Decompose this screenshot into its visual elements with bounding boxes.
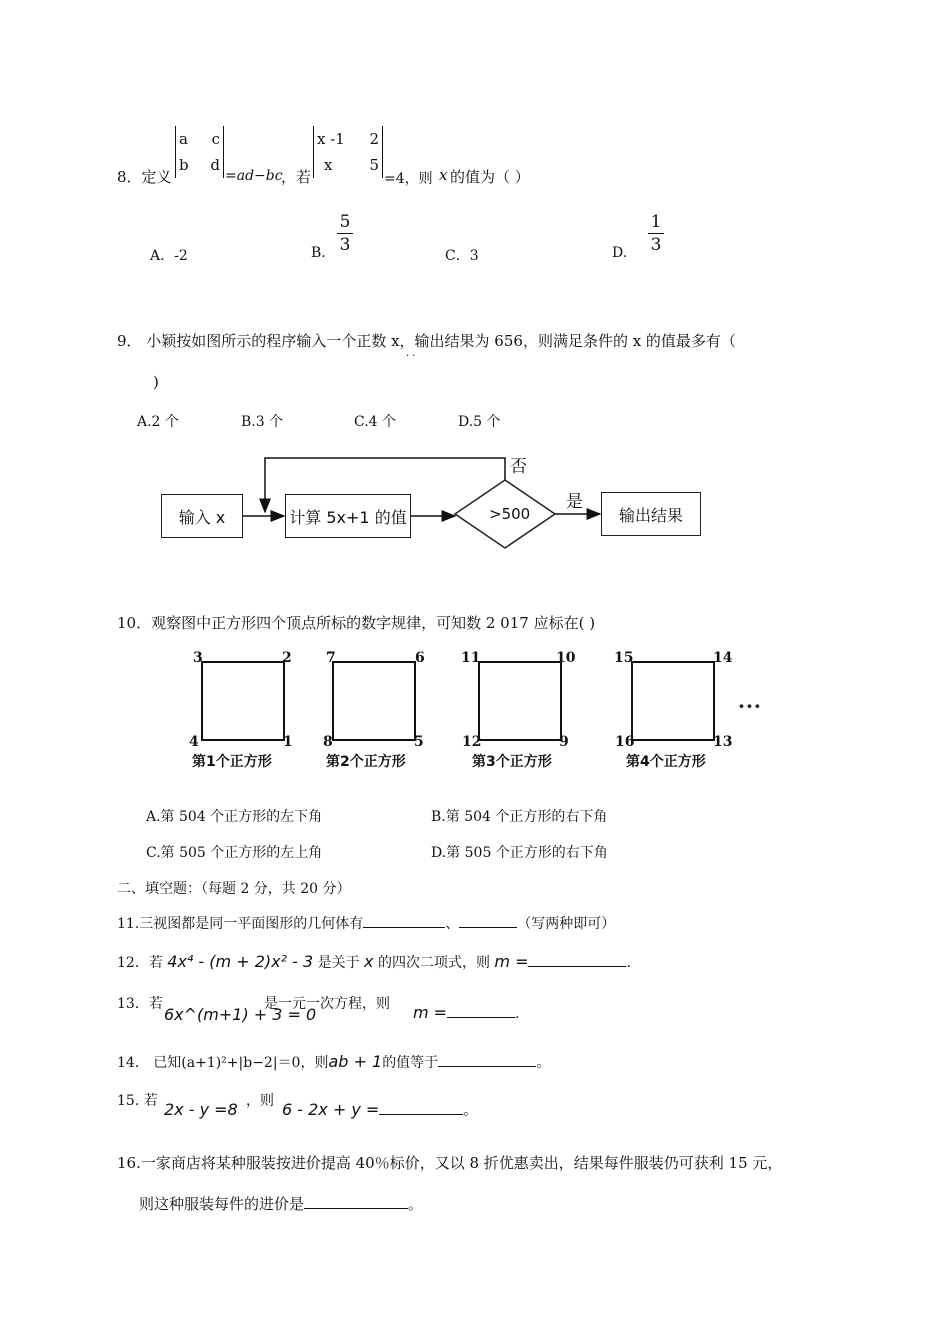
q9-option-a: A.2 个 <box>137 414 179 430</box>
square-3-bottom-left: 12 <box>462 734 482 750</box>
det-d: d <box>210 156 220 174</box>
square-3-bottom-right: 9 <box>559 734 569 750</box>
square-2-bottom-left: 8 <box>323 734 333 750</box>
square-4-top-right: 14 <box>713 650 733 666</box>
q11-blank-2[interactable] <box>459 927 517 928</box>
fraction-numerator: 1 <box>650 212 662 232</box>
square-2-top-right: 6 <box>415 650 425 666</box>
q12-mid: 是关于 <box>317 955 360 971</box>
flow-compute-box: 计算 5x+1 的值 <box>285 494 411 538</box>
q8-var: x <box>439 166 448 184</box>
q12 <box>117 952 631 972</box>
q13-prefix: 13．若 <box>117 996 163 1012</box>
q15-expression-2: 6 - 2x + y = <box>282 1100 380 1119</box>
q12-expression: 4x⁴ - (m + 2)x² - 3 <box>167 952 314 971</box>
q13-end: . <box>515 1006 520 1022</box>
q16-end: 。 <box>408 1195 424 1213</box>
det-b: b <box>179 156 189 174</box>
q10-option-d: D.第 505 个正方形的右下角 <box>431 845 608 861</box>
q8-option-b-label: B. <box>311 245 326 261</box>
det-a: a <box>179 130 188 148</box>
square-2-top-left: 7 <box>326 650 336 666</box>
q9-option-d: D.5 个 <box>458 414 501 430</box>
q14-end: 。 <box>536 1055 551 1071</box>
q15-prefix: 15. 若 <box>117 1093 158 1109</box>
q10-stem: 10．观察图中正方形四个顶点所标的数字规律，可知数 2 017 应标在( ) <box>117 614 596 632</box>
q8-definition: =ad−bc <box>225 168 283 184</box>
det-2: 2 <box>369 130 379 148</box>
det-x: x <box>324 156 333 174</box>
fraction-denominator: 3 <box>650 235 662 255</box>
q11 <box>117 913 615 933</box>
q9-stem-line2: ) <box>153 373 159 391</box>
q15-expression-1: 2x - y =8 <box>164 1100 238 1119</box>
flow-yes-label: 是 <box>566 492 583 512</box>
flow-no-label: 否 <box>510 457 527 477</box>
q8-option-d-fraction <box>648 212 664 255</box>
q12-prefix: 12．若 <box>117 955 163 971</box>
square-2 <box>332 661 416 741</box>
q15-end: 。 <box>463 1103 478 1119</box>
q12-blank[interactable] <box>528 966 626 967</box>
square-4-bottom-left: 16 <box>615 734 635 750</box>
q8-option-b-fraction <box>337 212 353 255</box>
square-3-top-right: 10 <box>556 650 576 666</box>
ellipsis: ··· <box>738 694 762 718</box>
q9-option-b: B.3 个 <box>241 414 284 430</box>
fraction-numerator: 5 <box>339 212 351 232</box>
q8-option-a: A．-2 <box>150 248 188 264</box>
q8-determinant-given <box>313 126 383 178</box>
square-1-bottom-right: 1 <box>283 734 293 750</box>
q14-suffix: 的值等于 <box>382 1055 439 1071</box>
q11-prefix: 11.三视图都是同一平面图形的几何体有 <box>117 916 364 932</box>
square-3 <box>478 661 562 741</box>
q13-ask: m = <box>413 1003 448 1022</box>
det-x-minus-1: x -1 <box>317 130 345 148</box>
flow-input-box: 输入 x <box>161 494 243 538</box>
q8-determinant-def <box>175 126 224 178</box>
q12-var: x <box>364 952 374 971</box>
square-1-top-right: 2 <box>282 650 292 666</box>
square-3-top-left: 11 <box>461 650 481 666</box>
q13-expression: 6x^(m+1) + 3 = 0 <box>164 1005 317 1024</box>
square-2-caption: 第2个正方形 <box>326 754 406 770</box>
emphasis-dots: · · <box>406 351 416 362</box>
q16-line1: 16.一家商店将某种服装按进价提高 40％标价，又以 8 折优惠卖出，结果每件服装仍可获利 15 元， <box>117 1154 783 1172</box>
square-4-bottom-right: 13 <box>713 734 733 750</box>
square-1-caption: 第1个正方形 <box>192 754 272 770</box>
square-1 <box>201 661 285 741</box>
q8-option-c: C．3 <box>445 248 479 264</box>
q16-text: 则这种服装每件的进价是 <box>139 1195 305 1213</box>
q10-option-b: B.第 504 个正方形的右下角 <box>431 809 608 825</box>
q12-ask: m = <box>494 952 529 971</box>
square-4-caption: 第4个正方形 <box>626 754 706 770</box>
q15-answer <box>282 1100 477 1120</box>
q10-option-a: A.第 504 个正方形的左下角 <box>146 809 323 825</box>
square-1-bottom-left: 4 <box>189 734 199 750</box>
flow-condition: >500 <box>489 505 531 523</box>
q11-suffix: （写两种即可） <box>517 916 616 932</box>
q12-end: . <box>626 955 631 971</box>
q8-suffix: 的值为（ ） <box>450 168 530 186</box>
q14 <box>117 1052 550 1072</box>
q8-prefix: 8．定义 <box>117 168 172 186</box>
q14-prefix: 14． 已知(a+1)²+|b−2|＝0，则 <box>117 1055 329 1071</box>
q12-suffix: 的四次二项式，则 <box>377 955 490 971</box>
q13-answer <box>413 1003 520 1022</box>
q8-option-d-label: D. <box>612 245 628 261</box>
q11-separator: 、 <box>445 916 460 932</box>
q8-mid: ，若 <box>281 168 312 186</box>
q11-blank-1[interactable] <box>363 927 445 928</box>
square-4-top-left: 15 <box>614 650 634 666</box>
q10-option-c: C.第 505 个正方形的左上角 <box>146 845 323 861</box>
square-2-bottom-right: 5 <box>414 734 424 750</box>
det-c: c <box>211 130 220 148</box>
section-heading: 二、填空题：（每题 2 分，共 20 分） <box>117 881 351 897</box>
q9-option-c: C.4 个 <box>354 414 397 430</box>
square-3-caption: 第3个正方形 <box>472 754 552 770</box>
q13-blank[interactable] <box>447 1017 515 1018</box>
q15-mid: ，则 <box>246 1093 274 1109</box>
fraction-denominator: 3 <box>339 235 351 255</box>
square-1-top-left: 3 <box>193 650 203 666</box>
q16-line2 <box>139 1193 423 1214</box>
q14-expression: ab + 1 <box>328 1052 383 1071</box>
q15-blank[interactable] <box>379 1114 463 1115</box>
q13-mid: 是一元一次方程，则 <box>264 996 390 1012</box>
q16-blank[interactable] <box>304 1208 408 1209</box>
flow-output-box: 输出结果 <box>601 492 701 536</box>
q14-blank[interactable] <box>438 1066 536 1067</box>
square-4 <box>631 661 715 741</box>
det-5: 5 <box>369 156 379 174</box>
q8-rhs: =4，则 <box>384 171 433 187</box>
q9-stem-line1: 9． 小颖按如图所示的程序输入一个正数 x，输出结果为 656，则满足条件的 x 的值最多有（ <box>117 332 736 350</box>
